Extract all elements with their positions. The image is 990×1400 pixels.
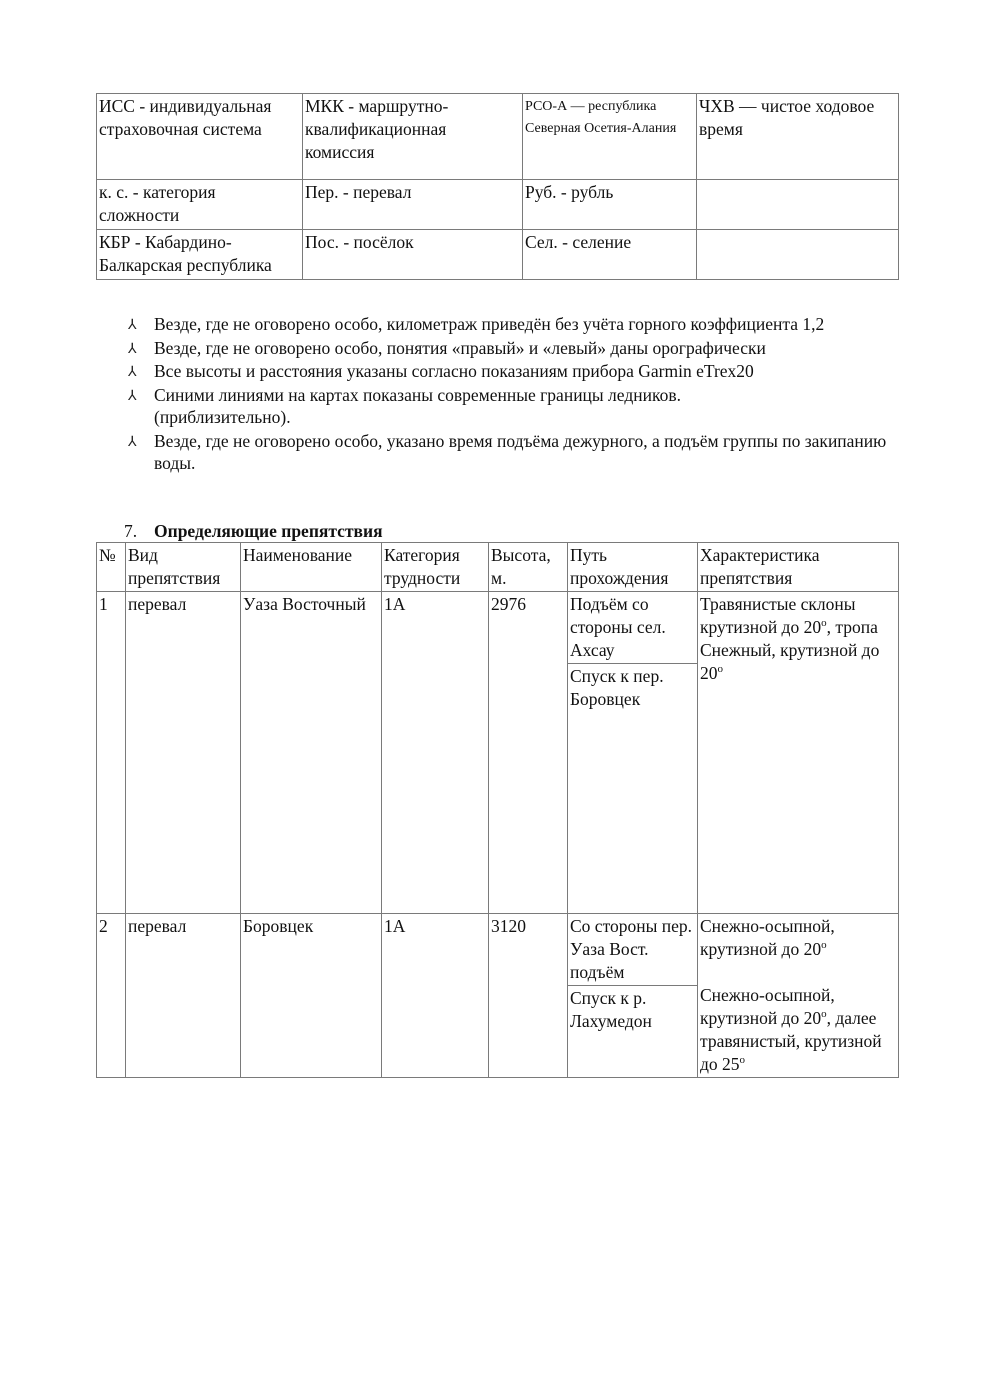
char-ascent: Снежно-осыпной, крутизной до $20^о$ bbox=[700, 916, 835, 959]
char-ascent: Травянистые склоны крутизной до $20^о$, тропа bbox=[700, 594, 878, 637]
mountain-bullet-icon: ⅄ bbox=[128, 433, 137, 450]
col-header: Характеристика препятствия bbox=[698, 543, 899, 592]
note-item: ⅄ Везде, где не оговорено особо, понятия «правый» и «левый» даны орографически bbox=[128, 337, 898, 360]
abbr-cell: Руб. - рубль bbox=[523, 180, 697, 230]
notes-list bbox=[128, 313, 898, 476]
mountain-bullet-icon: ⅄ bbox=[128, 387, 137, 404]
abbr-cell: МКК - маршрутно-квалификационная комиссия bbox=[303, 94, 523, 180]
abbr-cell: Пер. - перевал bbox=[303, 180, 523, 230]
col-header: Категория трудности bbox=[382, 543, 489, 592]
obstacle-type: перевал bbox=[126, 592, 241, 914]
obstacle-num: 1 bbox=[97, 592, 126, 914]
obstacle-paths bbox=[568, 592, 698, 914]
obstacle-characteristics bbox=[698, 592, 899, 914]
abbr-cell: ИСС - индивидуальная страховочная система bbox=[97, 94, 303, 180]
col-header: № bbox=[97, 543, 126, 592]
path-ascent: Со стороны пер. Уаза Вост. подъём bbox=[568, 914, 697, 986]
mountain-bullet-icon: ⅄ bbox=[128, 340, 137, 357]
mountain-bullet-icon: ⅄ bbox=[128, 317, 137, 333]
note-item: ⅄ Все высоты и расстояния указаны согласно показаниям прибора Garmin eTrex20 bbox=[128, 360, 898, 383]
path-descent: Спуск к пер. Боровцек bbox=[570, 666, 664, 709]
abbr-cell: Пос. - посёлок bbox=[303, 230, 523, 280]
abbr-cell: ЧХВ — чистое ходовое время bbox=[697, 94, 899, 180]
abbr-cell: Сел. - селение bbox=[523, 230, 697, 280]
col-header: Вид препятствия bbox=[126, 543, 241, 592]
section-heading bbox=[124, 520, 383, 542]
note-item: ⅄ Везде, где не оговорено особо, километраж приведён без учёта горного коэффициента 1,2 bbox=[128, 313, 898, 336]
abbr-cell: КБР - Кабардино-Балкарская республика bbox=[97, 230, 303, 280]
abbr-row bbox=[97, 94, 899, 180]
obstacle-characteristics bbox=[698, 914, 899, 1078]
col-header: Наименование bbox=[241, 543, 382, 592]
obstacle-name: Боровцек bbox=[241, 914, 382, 1078]
note-item: ⅄ Везде, где не оговорено особо, указано время подъёма дежурного, а подъём группы по закипанию воды. bbox=[128, 430, 887, 473]
abbr-cell bbox=[697, 230, 899, 280]
col-header: Высота, м. bbox=[489, 543, 568, 592]
section-number: 7. bbox=[124, 521, 138, 541]
obstacle-type: перевал bbox=[126, 914, 241, 1078]
abbr-row bbox=[97, 230, 899, 280]
section-title: Определяющие препятствия bbox=[154, 521, 383, 541]
obstacle-height: 3120 bbox=[489, 914, 568, 1078]
char-descent: Снежный, крутизной до $20^о$ bbox=[700, 640, 880, 683]
col-header: Путь прохождения bbox=[568, 543, 698, 592]
obstacle-category: 1А bbox=[382, 592, 489, 914]
obstacles-table bbox=[96, 542, 899, 1078]
obstacle-height: 2976 bbox=[489, 592, 568, 914]
obstacle-num: 2 bbox=[97, 914, 126, 1078]
obstacle-row bbox=[97, 592, 899, 914]
obstacle-category: 1А bbox=[382, 914, 489, 1078]
mountain-bullet-icon: ⅄ bbox=[128, 364, 137, 380]
obstacle-name: Уаза Восточный bbox=[241, 592, 382, 914]
char-descent: Снежно-осыпной, крутизной до $20^о$, далее травянистый, крутизной до $25^о$ bbox=[700, 985, 882, 1074]
obstacle-row bbox=[97, 914, 899, 1078]
obstacles-header-row bbox=[97, 543, 899, 592]
path-descent: Спуск к р. Лахумедон bbox=[570, 988, 652, 1031]
abbr-cell: к. с. - категория сложности bbox=[97, 180, 303, 230]
obstacle-paths bbox=[568, 914, 698, 1078]
abbr-cell bbox=[697, 180, 899, 230]
note-item: ⅄ Синими линиями на картах показаны современные границы ледников. (приблизительно). bbox=[128, 384, 681, 427]
path-ascent: Подъём со стороны сел. Ахсау bbox=[568, 592, 697, 664]
abbreviations-table bbox=[96, 93, 899, 280]
abbr-row bbox=[97, 180, 899, 230]
abbr-cell: РСО-А — республика Северная Осетия-Алания bbox=[523, 94, 697, 180]
